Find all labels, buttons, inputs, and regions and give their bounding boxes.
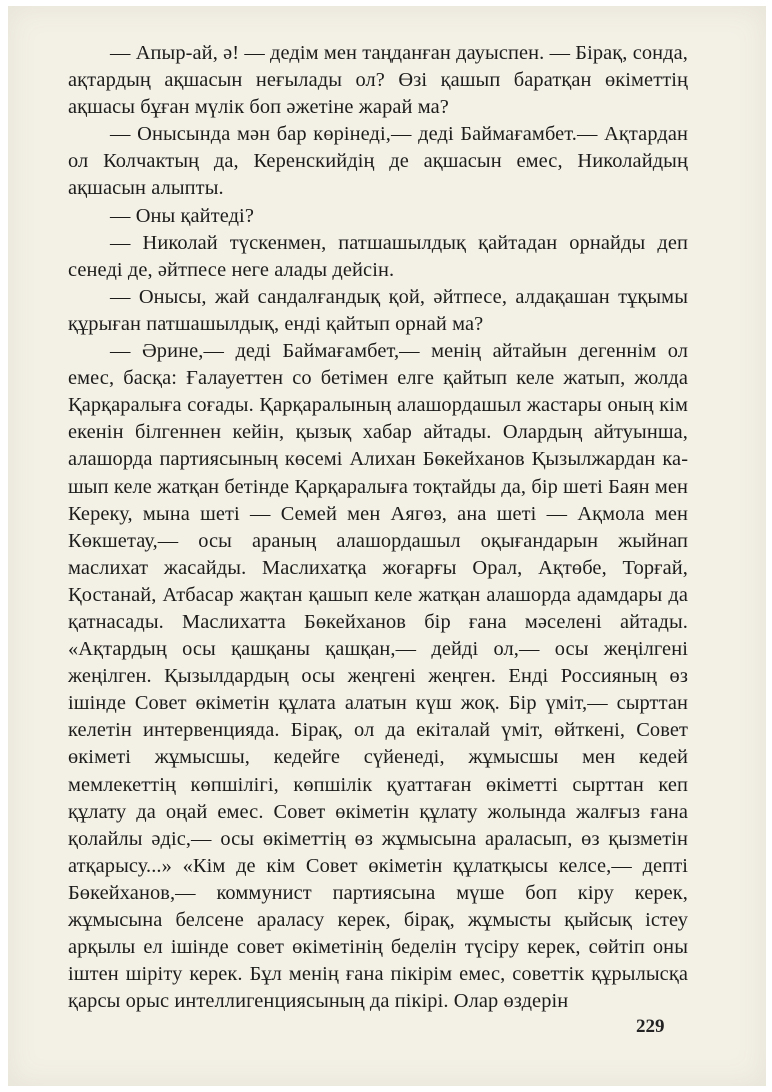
paragraph: — Апыр-ай, ә! — дедім мен таңданған дауыспен. — Бірақ, сонда, ақтардың ақшасын неғылады ол? Өзі қашып баратқан өкіметтің ақшасы бұған мүлік боп әжетіне жарай ма? — [68, 42, 688, 119]
paragraph: — Онысында мән бар көрінеді,— деді Баймағамбет.— Ақтардан ол Колчактың да, Керенскийдің де ақшасын емес, Николайдың ақшасын алыпты. — [68, 123, 688, 200]
paragraph: — Николай түскенмен, патшашылдық қайтадан орнайды деп сенеді де, әйтпесе неге алады дейсін. — [68, 231, 688, 281]
book-page — [8, 6, 766, 1086]
paragraph: — Онысы, жай сандалғандық қой, әйтпесе, алдақашан тұқымы құрыған патшашылдық, енді қайтып орнай ма? — [68, 285, 688, 335]
page-number: 229 — [636, 1016, 665, 1037]
page-text — [68, 40, 688, 1015]
paragraph: — Әрине,— деді Баймағамбет,— менің айтайын дегеннім ол емес, басқа: Ғалауеттен со бетімен елге қайтып келе жатып, жолда Қарқаралыға соғады. Қарқаралының алашордашыл жастары оның кім екенін білгеннен кейін, қызық хабар айтады. Олардың айтуынша, алашорда партиясының көсемі Алихан Бөкейханов Қызылжардан кашып келе жатқан бетінде Қарқаралыға тоқтайды да, бір шеті Баян мен Кереку, мына шеті — Семей мен Аягөз, ана шеті — Ақмола мен Көкшетау,— осы араның алашордашыл оқығандарын жыйнап маслихат жасайды. Маслихатқа жоғарғы Орал, Ақтөбе, Торғай, Қостанай, Атбасар жақтан қашып келе жатқан алашорда адамдары да қатнасады. Маслихатта Бөкейханов бір ғана мәселені айтады. «Ақтардың осы қашқаны қашқан,— дейді ол,— осы жеңілгені жеңілген. Қызылдардың осы жеңгені жеңген. Енді Россияның өз ішінде Совет өкіметін құлата алатын күш жоқ. Бір үміт,— сырттан келетін интервенцияда. Бірақ, ол да екіталай үміт, өйткені, Совет өкіметі жұмысшы, кедейге сүйенеді, жұмысшы мен кедей мемлекеттің көпшілігі, көпшілік қуаттаған өкіметті сырттан кеп құлату да оңай емес. Совет өкіметін құлату жолында жалғыз ғана қолайлы әдіс,— осы өкіметтің өз жұмысына араласып, өз қызметін атқарысу...» «Кім де кім Совет өкіметін құлатқысы келсе,— депті Бөкейханов,— коммунист партиясына мүше боп кіру керек, жұмысына белсене араласу керек, бірақ, жұмысты қыйсық істеу арқылы ел ішінде совет өкіметінің беделін түсіру керек, сөйтіп оны іштен шіріту керек. Бұл менің ғана пікірім емес, советтік құрылысқа қарсы орыс интеллигенциясының да пікірі. Олар өздерін — [68, 340, 688, 1013]
paragraph: — Оны қайтеді? — [110, 204, 254, 227]
